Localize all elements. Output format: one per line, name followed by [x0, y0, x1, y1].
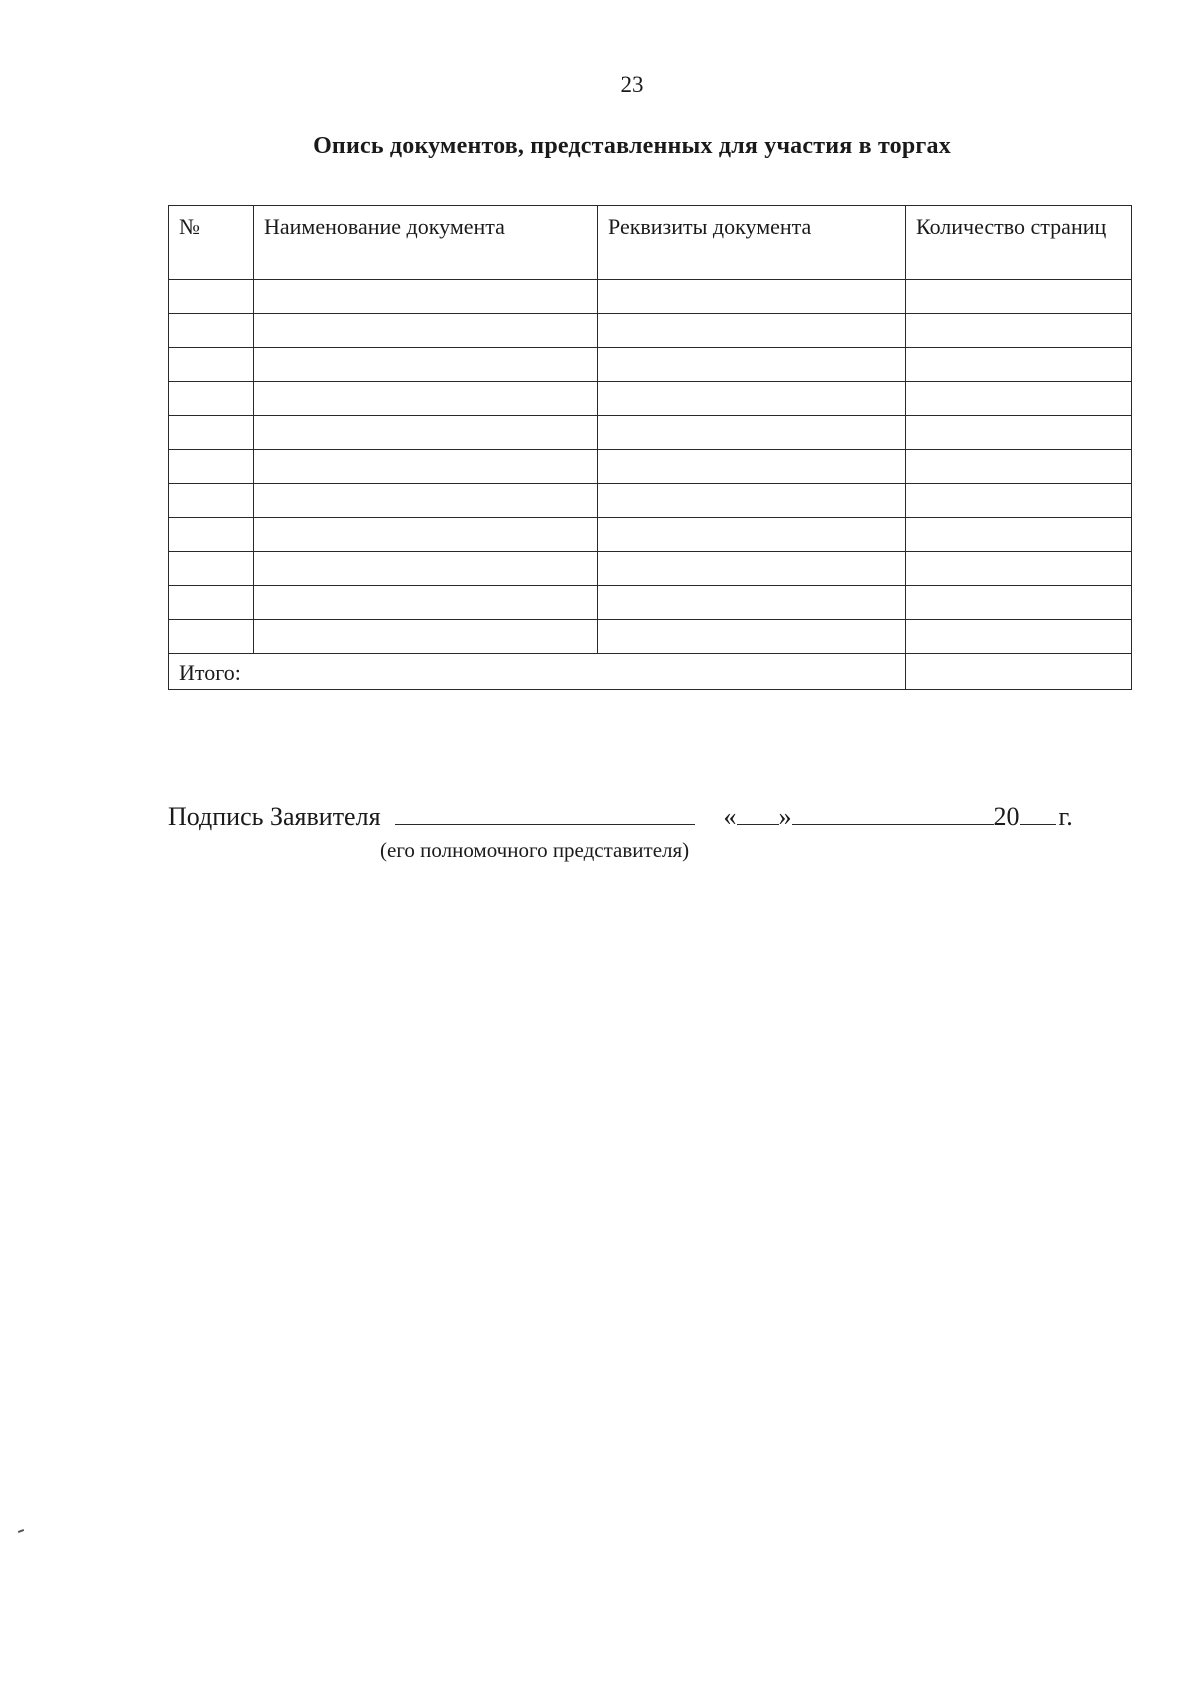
header-document-name: Наименование документа [254, 206, 598, 280]
signature-line [168, 800, 1131, 832]
cell-page-count[interactable] [906, 382, 1132, 416]
cell-document-name[interactable] [254, 314, 598, 348]
total-label: Итого: [169, 654, 906, 690]
cell-number[interactable] [169, 416, 254, 450]
cell-requisites[interactable] [598, 484, 906, 518]
cell-requisites[interactable] [598, 314, 906, 348]
header-document-requisites: Реквизиты документа [598, 206, 906, 280]
date-year-blank[interactable] [1020, 800, 1056, 825]
cell-document-name[interactable] [254, 518, 598, 552]
table-row [169, 280, 1132, 314]
cell-number[interactable] [169, 484, 254, 518]
cell-number[interactable] [169, 620, 254, 654]
cell-page-count[interactable] [906, 620, 1132, 654]
cell-page-count[interactable] [906, 314, 1132, 348]
cell-document-name[interactable] [254, 416, 598, 450]
cell-requisites[interactable] [598, 348, 906, 382]
cell-requisites[interactable] [598, 586, 906, 620]
table-row [169, 586, 1132, 620]
date-open-quote: « [723, 802, 737, 831]
cell-document-name[interactable] [254, 382, 598, 416]
table-row [169, 484, 1132, 518]
header-number: № [169, 206, 254, 280]
table-row [169, 348, 1132, 382]
cell-page-count[interactable] [906, 586, 1132, 620]
total-value[interactable] [906, 654, 1132, 690]
table-row [169, 416, 1132, 450]
documents-inventory-table [168, 205, 1132, 690]
cell-page-count[interactable] [906, 518, 1132, 552]
date-day-blank[interactable] [737, 800, 779, 825]
cell-number[interactable] [169, 382, 254, 416]
cell-number[interactable] [169, 586, 254, 620]
cell-page-count[interactable] [906, 552, 1132, 586]
cell-document-name[interactable] [254, 280, 598, 314]
cell-page-count[interactable] [906, 484, 1132, 518]
table-row [169, 620, 1132, 654]
table-row [169, 552, 1132, 586]
cell-requisites[interactable] [598, 416, 906, 450]
cell-document-name[interactable] [254, 552, 598, 586]
header-page-count: Количество страниц [906, 206, 1132, 280]
cell-requisites[interactable] [598, 280, 906, 314]
cell-page-count[interactable] [906, 450, 1132, 484]
scan-speck [18, 1529, 24, 1533]
cell-document-name[interactable] [254, 586, 598, 620]
cell-document-name[interactable] [254, 348, 598, 382]
cell-requisites[interactable] [598, 620, 906, 654]
table-row [169, 450, 1132, 484]
page-number: 23 [620, 72, 644, 97]
cell-number[interactable] [169, 314, 254, 348]
cell-number[interactable] [169, 450, 254, 484]
cell-number[interactable] [169, 552, 254, 586]
table-row [169, 314, 1132, 348]
document-title: Опись документов, представленных для участия в торгах [313, 133, 951, 159]
cell-number[interactable] [169, 280, 254, 314]
table-row [169, 382, 1132, 416]
cell-document-name[interactable] [254, 620, 598, 654]
cell-requisites[interactable] [598, 382, 906, 416]
cell-requisites[interactable] [598, 518, 906, 552]
table-header-row [169, 206, 1132, 280]
cell-page-count[interactable] [906, 348, 1132, 382]
cell-requisites[interactable] [598, 450, 906, 484]
cell-number[interactable] [169, 348, 254, 382]
signature-label: Подпись Заявителя [168, 802, 381, 831]
total-row [169, 654, 1132, 690]
cell-number[interactable] [169, 518, 254, 552]
date-close-quote: » [778, 802, 792, 831]
date-month-blank[interactable] [792, 800, 994, 825]
date-year-suffix: г. [1058, 802, 1073, 831]
signature-blank[interactable] [395, 800, 695, 825]
date-year-prefix: 20 [993, 802, 1020, 831]
cell-page-count[interactable] [906, 416, 1132, 450]
cell-page-count[interactable] [906, 280, 1132, 314]
table-row [169, 518, 1132, 552]
signature-caption: (его полномочного представителя) [380, 838, 690, 862]
cell-document-name[interactable] [254, 484, 598, 518]
cell-document-name[interactable] [254, 450, 598, 484]
cell-requisites[interactable] [598, 552, 906, 586]
